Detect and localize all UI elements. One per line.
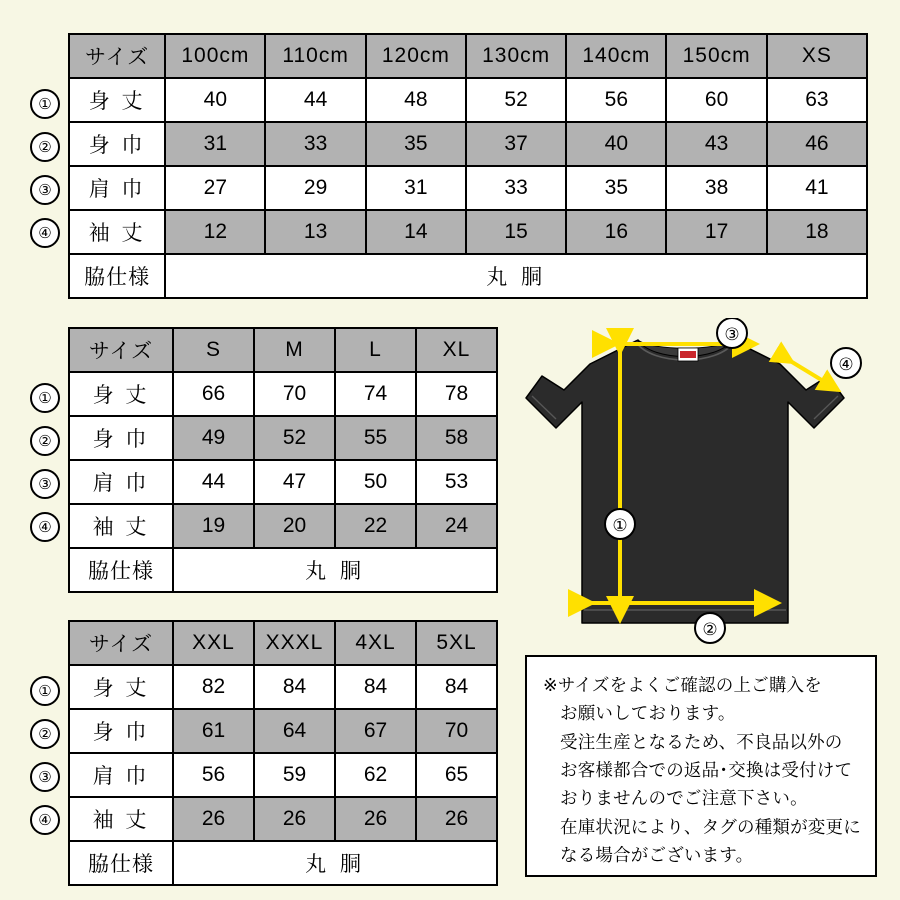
table-row: [69, 665, 497, 709]
row-label: 肩 巾: [69, 166, 165, 210]
row-label: 身 丈: [69, 78, 165, 122]
side-spec-label: 脇仕様: [69, 841, 173, 885]
table-cell: 49: [173, 416, 254, 460]
marker-body-width: ②: [30, 132, 60, 162]
diagram-marker-sleeve-length: [831, 348, 861, 378]
table-cell: 26: [335, 797, 416, 841]
table-cell: 38: [666, 166, 766, 210]
table-cell: 19: [173, 504, 254, 548]
brand-tag-logo: [680, 351, 696, 358]
table-cell: 53: [416, 460, 497, 504]
table-cell: 52: [254, 416, 335, 460]
table-cell: 14: [366, 210, 466, 254]
table-cell: 41: [767, 166, 867, 210]
table-cell: 65: [416, 753, 497, 797]
header-cell: 120cm: [366, 34, 466, 78]
marker-body-length: ①: [30, 676, 60, 706]
table-cell: 50: [335, 460, 416, 504]
table-cell: 31: [165, 122, 265, 166]
table-cell: 66: [173, 372, 254, 416]
table-cell: 33: [265, 122, 365, 166]
diagram-marker-body-length: [605, 509, 635, 539]
diagram-marker-body-width: [695, 613, 725, 643]
table-cell: 20: [254, 504, 335, 548]
header-cell: サイズ: [69, 34, 165, 78]
svg-text:③: ③: [724, 325, 740, 345]
table-cell: 84: [335, 665, 416, 709]
table-cell: 67: [335, 709, 416, 753]
table-cell: 12: [165, 210, 265, 254]
header-cell: XL: [416, 328, 497, 372]
header-cell: 4XL: [335, 621, 416, 665]
table-cell: 62: [335, 753, 416, 797]
table-cell: 46: [767, 122, 867, 166]
header-cell: サイズ: [69, 328, 173, 372]
table-cell: 52: [466, 78, 566, 122]
svg-text:①: ①: [612, 516, 628, 536]
row-label: 身 巾: [69, 416, 173, 460]
table-cell: 43: [666, 122, 766, 166]
marker-shoulder-width: ③: [30, 175, 60, 205]
table-cell: 47: [254, 460, 335, 504]
header-cell: 110cm: [265, 34, 365, 78]
row-label: 袖 丈: [69, 210, 165, 254]
adult-size-table: [68, 327, 498, 593]
table-row: [69, 460, 497, 504]
side-spec-value: 丸 胴: [165, 254, 867, 298]
table-cell: 29: [265, 166, 365, 210]
table-cell: 26: [173, 797, 254, 841]
svg-text:②: ②: [702, 620, 718, 640]
header-cell: 5XL: [416, 621, 497, 665]
table-cell: 59: [254, 753, 335, 797]
table-cell: 60: [666, 78, 766, 122]
notice-line: 在庫状況により、タグの種類が変更に: [560, 816, 861, 837]
table-cell: 22: [335, 504, 416, 548]
marker-body-width: ②: [30, 719, 60, 749]
table-header-row: [69, 328, 497, 372]
row-label: 身 巾: [69, 709, 173, 753]
header-cell: XXL: [173, 621, 254, 665]
marker-shoulder-width: ③: [30, 469, 60, 499]
table-cell: 15: [466, 210, 566, 254]
tshirt-shape: [526, 340, 844, 623]
table-cell: 48: [366, 78, 466, 122]
table-cell: 35: [366, 122, 466, 166]
header-cell: S: [173, 328, 254, 372]
side-spec-label: 脇仕様: [69, 548, 173, 592]
row-label: 身 丈: [69, 665, 173, 709]
table-cell: 58: [416, 416, 497, 460]
marker-body-length: ①: [30, 383, 60, 413]
side-spec-value: 丸 胴: [173, 548, 497, 592]
svg-text:④: ④: [838, 355, 854, 375]
table-row: [69, 210, 867, 254]
header-cell: 100cm: [165, 34, 265, 78]
row-label: 身 丈: [69, 372, 173, 416]
tshirt-diagram: [520, 318, 890, 653]
table-cell: 61: [173, 709, 254, 753]
table-cell: 37: [466, 122, 566, 166]
table-row: [69, 372, 497, 416]
header-cell: 130cm: [466, 34, 566, 78]
table-cell: 84: [416, 665, 497, 709]
notice-line: なる場合がございます。: [560, 845, 754, 866]
table-header-row: [69, 621, 497, 665]
table-cell: 24: [416, 504, 497, 548]
header-cell: XS: [767, 34, 867, 78]
table-cell: 18: [767, 210, 867, 254]
table-row: [69, 78, 867, 122]
marker-sleeve-length: ④: [30, 512, 60, 542]
table-cell: 40: [165, 78, 265, 122]
table-row: [69, 709, 497, 753]
table-cell: 82: [173, 665, 254, 709]
table-row: [69, 504, 497, 548]
table-cell: 13: [265, 210, 365, 254]
table-cell: 78: [416, 372, 497, 416]
table-cell: 44: [265, 78, 365, 122]
table-cell: 63: [767, 78, 867, 122]
table-cell: 74: [335, 372, 416, 416]
table-row: [69, 122, 867, 166]
bigsize-size-table: [68, 620, 498, 886]
table-cell: 40: [566, 122, 666, 166]
table-footer-row: [69, 841, 497, 885]
table-cell: 56: [173, 753, 254, 797]
header-cell: サイズ: [69, 621, 173, 665]
table-cell: 55: [335, 416, 416, 460]
table-cell: 70: [254, 372, 335, 416]
row-label: 身 巾: [69, 122, 165, 166]
marker-sleeve-length: ④: [30, 805, 60, 835]
marker-body-length: ①: [30, 89, 60, 119]
table-row: [69, 797, 497, 841]
table-cell: 56: [566, 78, 666, 122]
table-cell: 44: [173, 460, 254, 504]
marker-body-width: ②: [30, 426, 60, 456]
table-cell: 27: [165, 166, 265, 210]
marker-shoulder-width: ③: [30, 762, 60, 792]
row-label: 袖 丈: [69, 797, 173, 841]
header-cell: 150cm: [666, 34, 766, 78]
notice-line: 受注生産となるため、不良品以外の: [560, 731, 843, 752]
table-header-row: [69, 34, 867, 78]
kids-size-table: [68, 33, 868, 299]
table-row: [69, 753, 497, 797]
table-cell: 70: [416, 709, 497, 753]
table-cell: 84: [254, 665, 335, 709]
diagram-marker-shoulder-width: [717, 318, 747, 348]
side-spec-value: 丸 胴: [173, 841, 497, 885]
row-label: 肩 巾: [69, 753, 173, 797]
table-cell: 64: [254, 709, 335, 753]
notice-box: [525, 655, 877, 877]
table-cell: 17: [666, 210, 766, 254]
marker-sleeve-length: ④: [30, 218, 60, 248]
table-row: [69, 166, 867, 210]
notice-line: ※サイズをよくご確認の上ご購入を: [543, 675, 822, 695]
row-label: 肩 巾: [69, 460, 173, 504]
header-cell: L: [335, 328, 416, 372]
row-label: 袖 丈: [69, 504, 173, 548]
notice-line: お願いしております。: [560, 703, 736, 724]
header-cell: 140cm: [566, 34, 666, 78]
side-spec-label: 脇仕様: [69, 254, 165, 298]
table-cell: 31: [366, 166, 466, 210]
table-footer-row: [69, 548, 497, 592]
notice-line: お客様都合での返品･交換は受付けて: [560, 760, 853, 781]
header-cell: XXXL: [254, 621, 335, 665]
table-cell: 35: [566, 166, 666, 210]
table-cell: 26: [416, 797, 497, 841]
table-row: [69, 416, 497, 460]
table-cell: 33: [466, 166, 566, 210]
header-cell: M: [254, 328, 335, 372]
notice-line: おりませんのでご注意下さい。: [560, 788, 808, 809]
table-cell: 26: [254, 797, 335, 841]
table-footer-row: [69, 254, 867, 298]
table-cell: 16: [566, 210, 666, 254]
